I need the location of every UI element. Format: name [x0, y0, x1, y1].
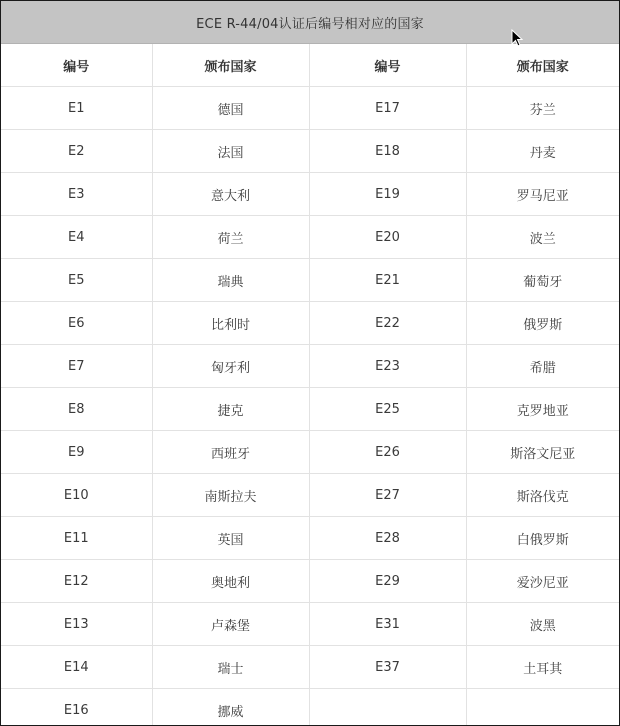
cell-code-right: E20 — [309, 216, 466, 259]
cell-code-left: E13 — [1, 603, 152, 646]
table-row — [1, 689, 619, 726]
cell-country-right: 白俄罗斯 — [466, 517, 619, 560]
cell-code-left: E1 — [1, 87, 152, 130]
cell-country-right: 斯洛文尼亚 — [466, 431, 619, 474]
cell-code-right: E29 — [309, 560, 466, 603]
cell-code-left: E8 — [1, 388, 152, 431]
cell-country-right: 波兰 — [466, 216, 619, 259]
mouse-pointer-icon — [511, 29, 523, 47]
header-country-right: 颁布国家 — [466, 44, 619, 87]
table-row — [1, 259, 619, 302]
cell-code-left: E4 — [1, 216, 152, 259]
cell-country-right: 罗马尼亚 — [466, 173, 619, 216]
cell-code-left: E7 — [1, 345, 152, 388]
cell-code-right — [309, 689, 466, 726]
table-row — [1, 173, 619, 216]
cell-code-right: E27 — [309, 474, 466, 517]
header-country-left: 颁布国家 — [152, 44, 309, 87]
cell-country-left: 英国 — [152, 517, 309, 560]
table-row — [1, 646, 619, 689]
table-row — [1, 87, 619, 130]
table-row — [1, 603, 619, 646]
table-row — [1, 431, 619, 474]
table-row — [1, 216, 619, 259]
cell-code-right: E23 — [309, 345, 466, 388]
cell-code-left: E16 — [1, 689, 152, 726]
cell-code-right: E18 — [309, 130, 466, 173]
cell-country-left: 西班牙 — [152, 431, 309, 474]
cell-code-left: E6 — [1, 302, 152, 345]
cell-country-left: 德国 — [152, 87, 309, 130]
table-row — [1, 560, 619, 603]
table-row — [1, 388, 619, 431]
cell-code-right: E19 — [309, 173, 466, 216]
table-body — [1, 87, 619, 726]
cell-country-left: 挪威 — [152, 689, 309, 726]
cell-country-right: 希腊 — [466, 345, 619, 388]
cell-code-left: E11 — [1, 517, 152, 560]
table-row — [1, 345, 619, 388]
cell-country-left: 捷克 — [152, 388, 309, 431]
cell-country-right — [466, 689, 619, 726]
cell-code-left: E5 — [1, 259, 152, 302]
cell-country-left: 奥地利 — [152, 560, 309, 603]
cell-code-left: E2 — [1, 130, 152, 173]
cell-country-right: 俄罗斯 — [466, 302, 619, 345]
cell-country-left: 卢森堡 — [152, 603, 309, 646]
cell-code-left: E14 — [1, 646, 152, 689]
cell-country-left: 瑞典 — [152, 259, 309, 302]
cell-code-right: E26 — [309, 431, 466, 474]
table-row — [1, 302, 619, 345]
table-title: ECE R-44/04认证后编号相对应的国家 — [1, 1, 619, 44]
country-code-table — [1, 44, 619, 726]
cell-country-right: 克罗地亚 — [466, 388, 619, 431]
cell-country-left: 法国 — [152, 130, 309, 173]
cell-country-right: 土耳其 — [466, 646, 619, 689]
cell-code-right: E28 — [309, 517, 466, 560]
cell-country-left: 比利时 — [152, 302, 309, 345]
cell-code-right: E25 — [309, 388, 466, 431]
cell-country-right: 爱沙尼亚 — [466, 560, 619, 603]
cell-code-left: E10 — [1, 474, 152, 517]
cell-country-right: 丹麦 — [466, 130, 619, 173]
cell-code-right: E17 — [309, 87, 466, 130]
cell-country-right: 芬兰 — [466, 87, 619, 130]
table-row — [1, 517, 619, 560]
cell-country-left: 意大利 — [152, 173, 309, 216]
cell-country-right: 波黑 — [466, 603, 619, 646]
cell-country-right: 斯洛伐克 — [466, 474, 619, 517]
header-code-right: 编号 — [309, 44, 466, 87]
cell-country-right: 葡萄牙 — [466, 259, 619, 302]
cell-code-right: E22 — [309, 302, 466, 345]
header-code-left: 编号 — [1, 44, 152, 87]
cell-code-left: E3 — [1, 173, 152, 216]
table-row — [1, 474, 619, 517]
cell-code-left: E12 — [1, 560, 152, 603]
cell-code-right: E31 — [309, 603, 466, 646]
cell-country-left: 荷兰 — [152, 216, 309, 259]
cell-country-left: 南斯拉夫 — [152, 474, 309, 517]
cell-country-left: 匈牙利 — [152, 345, 309, 388]
cell-code-left: E9 — [1, 431, 152, 474]
cell-country-left: 瑞士 — [152, 646, 309, 689]
table-header-row — [1, 44, 619, 87]
cell-code-right: E21 — [309, 259, 466, 302]
table-row — [1, 130, 619, 173]
cell-code-right: E37 — [309, 646, 466, 689]
